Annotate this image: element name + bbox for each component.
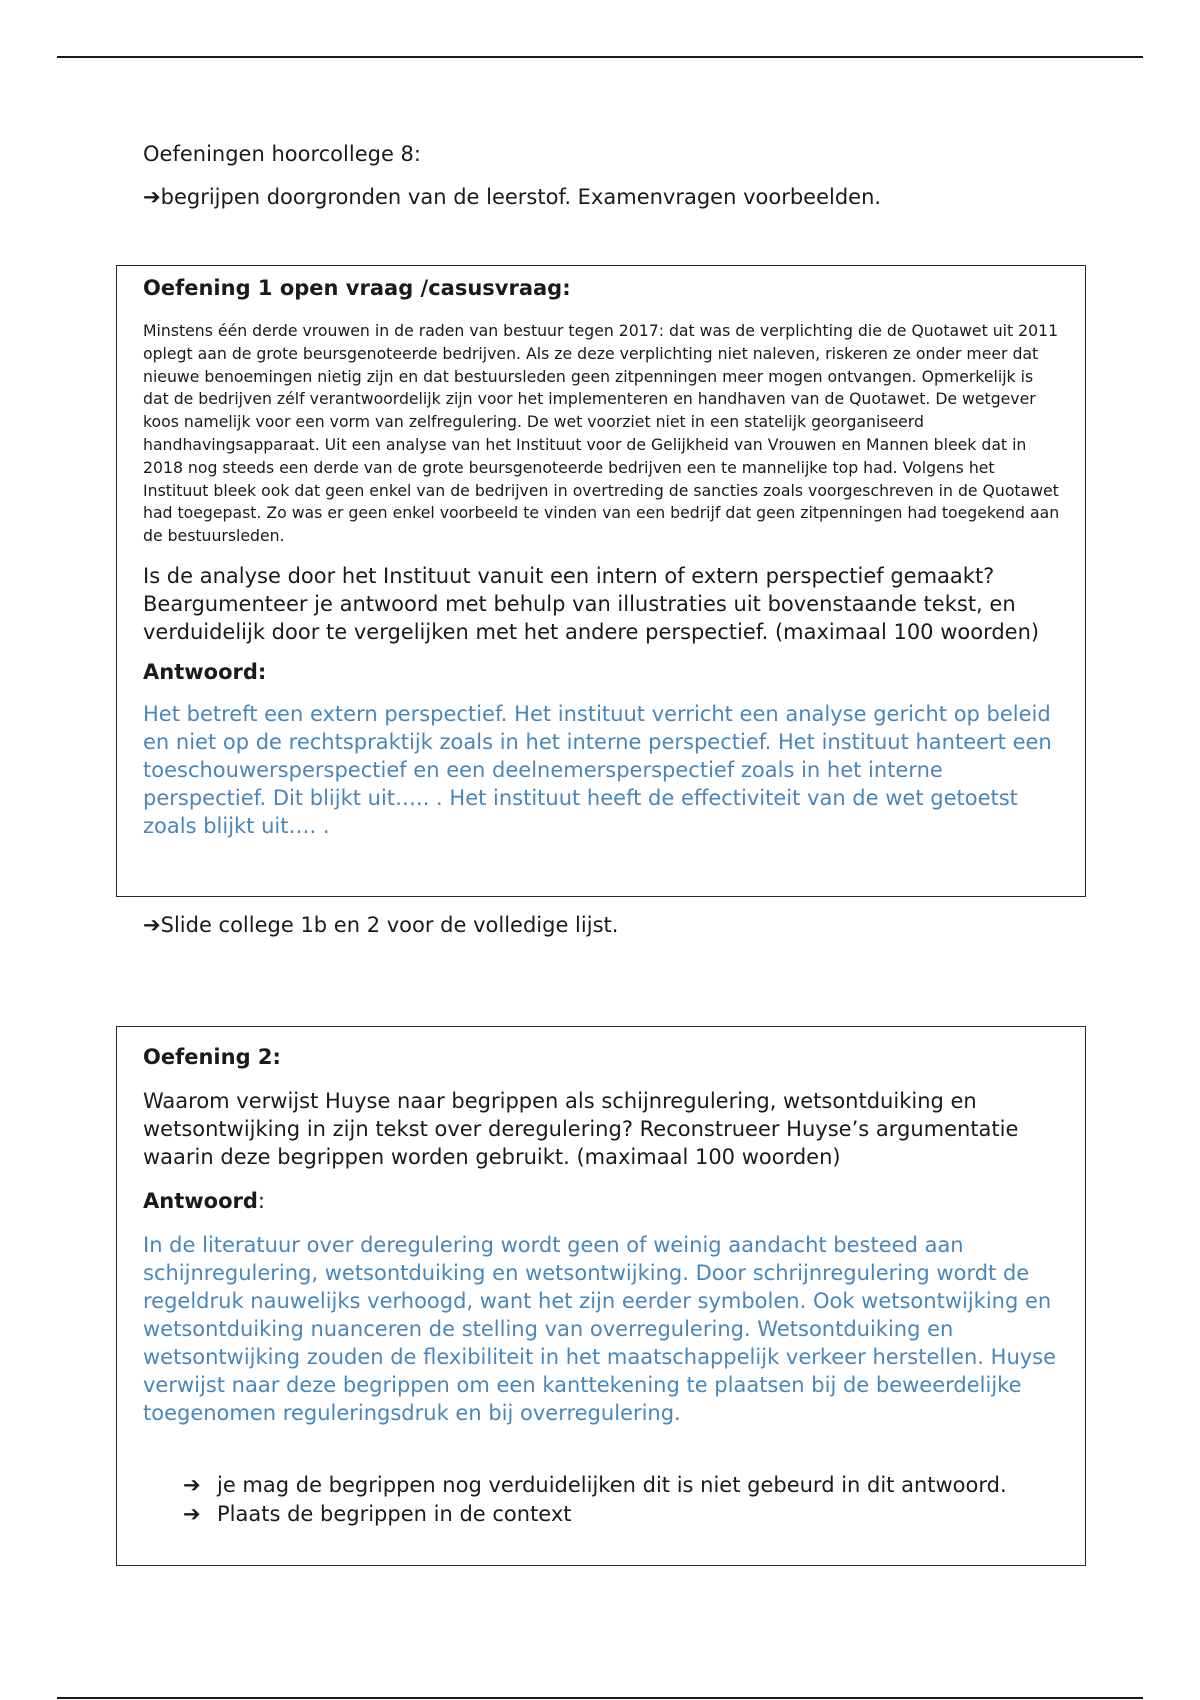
exercise-1-note bbox=[143, 913, 618, 937]
bottom-rule bbox=[57, 1697, 1143, 1699]
exercise-1-title: Oefening 1 open vraag /casusvraag: bbox=[143, 276, 571, 300]
note-text: je mag de begrippen nog verduidelijken dit is niet gebeurd in dit antwoord. bbox=[217, 1473, 1007, 1497]
exercise-2-answer-label-text: Antwoord bbox=[143, 1189, 258, 1213]
exercise-1-box bbox=[116, 265, 1086, 897]
arrow-right-icon: ➔ bbox=[183, 1473, 201, 1497]
exercise-2-notes bbox=[183, 1471, 1061, 1529]
note-text: Plaats de begrippen in de context bbox=[217, 1502, 572, 1526]
exercise-1-case-text: Minstens één derde vrouwen in de raden van bestuur tegen 2017: dat was de verplichting die de Quotawet uit 2011 oplegt aan de grote beursgenoteerde bedrijven. Als ze deze verplichting niet naleven, riskeren ze onder meer dat nieuwe benoemingen nietig zijn en dat bestuursleden geen zitpenningen meer mogen ontvangen. Opmerkelijk is dat de bedrijven zélf verantwoordelijk zijn voor het implementeren en handhaven van de Quotawet. De wetgever koos namelijk voor een vorm van zelfregulering. De wet voorziet niet in een statelijk georganiseerd handhavingsapparaat. Uit een analyse van het Instituut voor de Gelijkheid van Vrouwen en Mannen bleek dat in 2018 nog steeds een derde van de grote beursgenoteerde bedrijven een te mannelijke top had. Volgens het Instituut bleek ook dat geen enkel van de bedrijven in overtreding de sancties zoals voorgeschreven in de Quotawet had toegepast. Zo was er geen enkel voorbeeld te vinden van een bedrijf dat geen zitpenningen had toegekend aan de bestuursleden. bbox=[143, 321, 1060, 546]
arrow-right-icon: ➔ bbox=[183, 1502, 201, 1526]
intro-line bbox=[143, 185, 881, 209]
list-item bbox=[183, 1471, 1061, 1500]
exercise-2-answer-label-colon: : bbox=[257, 1189, 265, 1213]
arrow-right-icon: ➔ bbox=[143, 913, 161, 937]
exercise-1-answer-label: Antwoord: bbox=[143, 659, 267, 684]
exercise-2-answer: In de literatuur over deregulering wordt geen of weinig aandacht besteed aan schijnregulering, wetsontduiking en wetsontwijking. Door schrijnregulering wordt de regeldruk nauwelijks verhoogd, want het zijn eerder symbolen. Ook wetsontwijking en wetsontduiking nuanceren de stelling van overregulering. Wetsontduiking en wetsontwijking zouden de flexibiliteit in het maatschappelijk verkeer herstellen. Huyse verwijst naar deze begrippen om een kanttekening te plaatsen bij de beweerdelijke toegenomen reguleringsdruk en bij overregulering. bbox=[143, 1233, 1057, 1425]
list-item bbox=[183, 1500, 1061, 1529]
exercise-1-answer: Het betreft een extern perspectief. Het instituut verricht een analyse gericht op beleid en niet op de rechtspraktijk zoals in het interne perspectief. Het instituut hanteert een toeschouwersperspectief en een deelnemersperspectief zoals in het interne perspectief. Dit blijkt uit….. . Het instituut heeft de effectiviteit van de wet getoetst zoals blijkt uit…. . bbox=[143, 701, 1052, 838]
top-rule bbox=[57, 56, 1143, 58]
page-title: Oefeningen hoorcollege 8: bbox=[143, 142, 421, 166]
exercise-2-title: Oefening 2: bbox=[143, 1045, 281, 1069]
exercise-2-box bbox=[116, 1026, 1086, 1566]
exercise-2-question: Waarom verwijst Huyse naar begrippen als schijnregulering, wetsontduiking en wetsontwijking in zijn tekst over deregulering? Reconstrueer Huyse’s argumentatie waarin deze begrippen worden gebruikt. (maximaal 100 woorden) bbox=[143, 1089, 1019, 1169]
arrow-right-icon: ➔ bbox=[143, 185, 161, 209]
intro-subtitle: begrijpen doorgronden van de leerstof. Examenvragen voorbeelden. bbox=[160, 185, 882, 209]
exercise-1-question: Is de analyse door het Instituut vanuit een intern of extern perspectief gemaakt? Beargumenteer je antwoord met behulp van illustraties uit bovenstaande tekst, en verduidelijk door te vergelijken met het andere perspectief. (maximaal 100 woorden) bbox=[143, 563, 1040, 644]
exercise-2-answer-label bbox=[143, 1189, 1061, 1213]
exercise-1-note-text: Slide college 1b en 2 voor de volledige lijst. bbox=[160, 913, 619, 937]
